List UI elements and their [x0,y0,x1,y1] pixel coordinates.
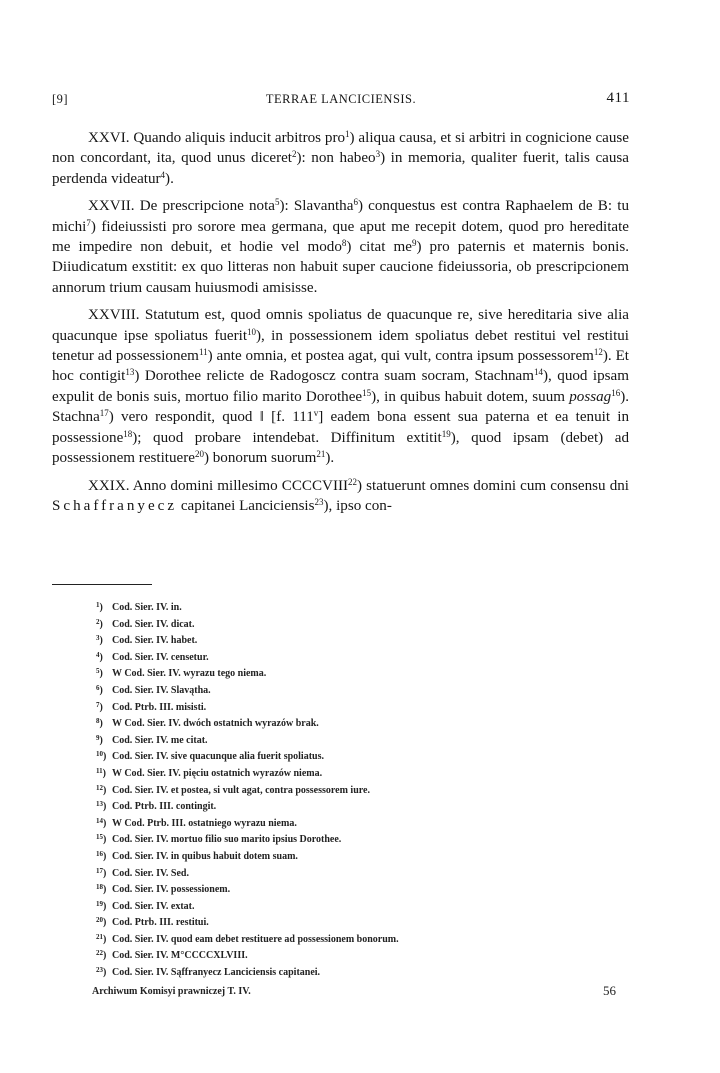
footnote-mark: $^7$) [96,700,103,713]
text-run: capitanei Lanciciensis [177,497,315,514]
footnote-number: 7 [96,700,100,709]
footnote-mark: $^{19}$) [96,899,107,912]
page-footer [92,983,616,998]
footnote-ref: 9 [411,238,417,249]
footnote-ref: 14 [534,367,543,378]
text-run: ). [325,450,335,467]
signature-mark: 56 [603,983,616,998]
text-run: ). Et hoc contigit [52,348,629,385]
footnote-ref: 3 [375,149,381,160]
footnote-number: 23 [96,966,103,975]
footnote-number: 18 [96,883,103,892]
footnote-ref: 15 [362,387,372,398]
footnote-ref: 1 [345,129,350,139]
section-number: [9] [52,92,69,106]
article-29 [52,476,629,517]
footnote-text: Cod. Sier. IV. sive quacunque alia fuerit spoliatus. [112,751,324,763]
footnote-text: Cod. Ptrb. III. restitui. [112,917,209,929]
text-run: ) aliqua causa, et si arbitri in cognicione cause non concordant, ita, quod unus diceret [52,130,629,167]
footnote-ref: 22 [348,476,358,487]
footnote-text: Cod. Sier. IV. in quibus habuit dotem suam. [112,850,298,862]
footnote-mark: $^{15}$) [96,833,107,846]
footnote-number: 17 [96,866,103,875]
footnote-mark: $^1$) [96,601,103,613]
footnote-item [96,650,616,667]
footnote-mark: $^{14}$) [96,816,107,829]
folio-side: v [313,408,319,419]
footnote-ref: 23 [314,496,324,507]
footnote-ref: 8 [341,238,347,249]
footnote-ref: 21 [316,449,326,460]
footnote-item [96,633,616,650]
text-run: ), in quibus habuit dotem, suum [371,388,570,405]
footnote-ref: 11 [198,347,208,358]
footnote-ref: 20 [194,449,204,460]
footnote-number: 10 [96,750,103,759]
footnote-item [96,716,616,733]
footnote-text: Cod. Sier. IV. dicat. [112,618,195,630]
text-run: ) fideiussisti pro sorore mea germana, que aput me recepit dotem, quod pro hereditate me impedire non debuit, et hodie vel modo [52,218,629,256]
footnote-number: 11 [96,766,103,775]
page-number: 411 [606,90,630,106]
footnote-text: Cod. Sier. IV. Slavątha. [112,684,211,696]
footnote-text: Cod. Sier. IV. Sed. [112,867,189,879]
footnote-ref: 10 [247,326,257,337]
footnote-text: W Cod. Sier. IV. dwóch ostatnich wyrazów brak. [112,718,319,730]
running-title: TERRAE LANCICIENSIS. [265,92,417,106]
text-run: ), quod ipsam expulit de bonis suis, mortuo filio marito Dorothee [52,368,629,405]
footnote-number: 19 [96,899,103,908]
footnote-mark: $^{11}$) [96,766,106,779]
footnote-text: Cod. Sier. IV. Sąffranyecz Lanciciensis capitanei. [112,967,321,979]
footnote-item [96,600,616,617]
text-run: ), quod ipsam (debet) ad possessionem restituere [52,429,630,467]
text-run: ) vero respondit, quod ‖ [f. 111 [108,409,314,426]
article-number: XXVI. [88,130,130,146]
footnote-text: Cod. Sier. IV. et postea, si vult agat, contra possessorem iure. [112,784,370,796]
footnote-item [96,816,616,833]
footnote-mark: $^{13}$) [96,800,107,813]
footnote-text: Cod. Sier. IV. censetur. [112,651,209,663]
footnote-mark: $^{22}$) [96,949,107,962]
footnote-text: W Cod. Ptrb. III. ostatniego wyrazu niema. [112,817,297,829]
footnote-number: 15 [96,833,103,842]
footnote-number: 20 [96,916,103,925]
footnote-item [96,783,616,800]
text-run: ): Slavantha [279,198,354,215]
footnote-item [96,899,616,916]
footnote-number: 12 [96,783,103,792]
footnote-item [96,766,616,783]
text-run: Anno domini millesimo CCCCVIII [129,477,349,494]
article-number: XXVIII. [88,307,140,324]
footnote-item [96,700,616,717]
footnote-ref: 19 [441,428,451,439]
footnote-text: Cod. Sier. IV. possessionem. [112,884,231,896]
footnote-item [96,683,616,700]
footnote-item [96,749,616,766]
footnote-text: Cod. Sier. IV. in. [112,602,182,613]
footnote-number: 21 [96,932,103,941]
footnote-mark: $^9$) [96,733,103,746]
text-run: ); quod probare intendebat. Diffinitum extitit [132,429,442,446]
text-run: ) in memoria, qualiter fuerit, talis causa perdenda videatur [52,150,629,187]
text-run: De prescripcione nota [134,198,275,215]
footnote-item [96,948,616,965]
footnote-text: W Cod. Sier. IV. wyrazu tego niema. [112,668,267,680]
footnote-item [96,666,616,683]
footnote-item [96,932,616,949]
footnote-number: 9 [96,733,100,742]
italic-word: possag [569,388,612,405]
footnote-item [96,915,616,932]
footnote-ref: 7 [86,217,91,228]
footnote-text: Cod. Ptrb. III. misisti. [112,701,207,713]
footnote-text: Cod. Sier. IV. me citat. [112,734,208,746]
text-run: ): non habeo [296,150,376,167]
text-run: Quando aliquis inducit arbitros pro [129,130,346,146]
text-run: ) pro paternis et maternis bonis. Diiudicatum exstitit: ex quo litteras non habuit super caucione fideiussoria, ob prescripcionem annorum trium causam huiusmodi amisisse. [52,239,629,296]
footnote-number: 4 [96,650,100,659]
footnote-item [96,849,616,866]
footnote-item [96,882,616,899]
footnote-item [96,965,616,982]
footnote-mark: $^{12}$) [96,783,107,796]
footnote-number: 14 [96,816,103,825]
footnote-ref: 6 [353,197,358,208]
footnote-mark: $^2$) [96,617,103,630]
footnote-mark: $^{20}$) [96,916,107,929]
footnote-mark: $^4$) [96,650,103,663]
footnote-text: Cod. Sier. IV. M°CCCCXLVIII. [112,950,248,962]
footnote-text: Cod. Sier. IV. quod eam debet restituere ad possessionem bonorum. [112,933,399,945]
footnote-number: 22 [96,949,103,958]
footnote-number: 16 [96,849,103,858]
article-27 [52,196,629,298]
footnote-mark: $^{16}$) [96,849,107,862]
footnote-mark: $^{18}$) [96,883,107,896]
article-number: XXVII. [88,198,135,215]
footnote-number: 1 [96,601,100,609]
footnote-ref: 12 [593,347,603,358]
footnote-mark: $^{23}$) [96,966,107,979]
footnote-text: Cod. Sier. IV. extat. [112,900,195,912]
footnote-ref: 17 [99,408,109,419]
footnote-ref: 16 [611,387,621,398]
footnote-mark: $^3$) [96,634,103,647]
footnote-mark: $^{21}$) [96,932,107,945]
article-number: XXIX. [88,477,130,494]
page-header [52,92,630,114]
footnote-ref: 2 [292,149,297,160]
text-run: ) bonorum suorum [203,450,317,467]
spaced-name: Schaffranyecz [52,497,178,514]
text-run: ) conquestus est contra Raphaelem de B: tu michi [52,198,629,235]
footnote-mark: $^6$) [96,683,103,696]
footnote-mark: $^5$) [96,667,103,680]
footnote-number: 6 [96,683,100,692]
footnote-number: 3 [96,634,100,643]
text-run: Statutum est, quod omnis spoliatus de quacunque re, sive hereditaria sive alia quacunque ipse spoliatus fuerit [52,307,629,344]
footnote-mark: $^{17}$) [96,866,107,879]
text-run: ] eadem bona essent sua paterna et ea tenuit in possessione [52,409,629,446]
text-run: ), in possessionem idem spoliatus debet restitui vel restitui tenetur ad possessionem [52,327,629,365]
main-text [52,128,629,516]
text-run: ) citat me [346,239,412,256]
footnote-item [96,866,616,883]
footnote-number: 8 [96,717,100,726]
footnote-item [96,832,616,849]
footnotes [96,600,616,982]
footnote-text: W Cod. Sier. IV. pięciu ostatnich wyrazów niema. [112,767,323,779]
text-run: ) Dorothee relicte de Radogoscz contra suam socram, Stachnam [134,368,534,385]
footnote-text: Cod. Ptrb. III. contingit. [112,801,217,813]
text-run: ). Stachna [52,388,629,426]
footnote-ref: 5 [275,197,280,208]
text-run: ). [165,170,174,187]
text-run: ) ante omnia, et postea agat, qui vult, contra ipsum possessorem [207,348,594,365]
footnote-ref: 4 [160,169,166,180]
footnote-mark: $^{10}$) [96,750,107,763]
footnote-number: 13 [96,800,103,809]
footnote-ref: 18 [123,428,133,439]
text-run: ), ipso con- [323,497,392,514]
footnote-text: Cod. Sier. IV. mortuo filio suo marito ipsius Dorothee. [112,834,342,846]
footnote-mark: $^8$) [96,717,103,730]
footnote-separator [52,584,152,585]
footer-series-title: Archiwum Komisyi prawniczej T. IV. [92,986,251,997]
article-26 [52,128,629,189]
footnote-number: 2 [96,617,100,626]
article-28 [52,305,629,468]
footnote-item [96,617,616,634]
footnote-item [96,799,616,816]
footnote-item [96,733,616,750]
footnote-ref: 13 [125,367,135,378]
text-run: ) statuerunt omnes domini cum consensu dni [357,477,629,494]
footnote-text: Cod. Sier. IV. habet. [112,635,198,647]
footnote-number: 5 [96,667,100,676]
